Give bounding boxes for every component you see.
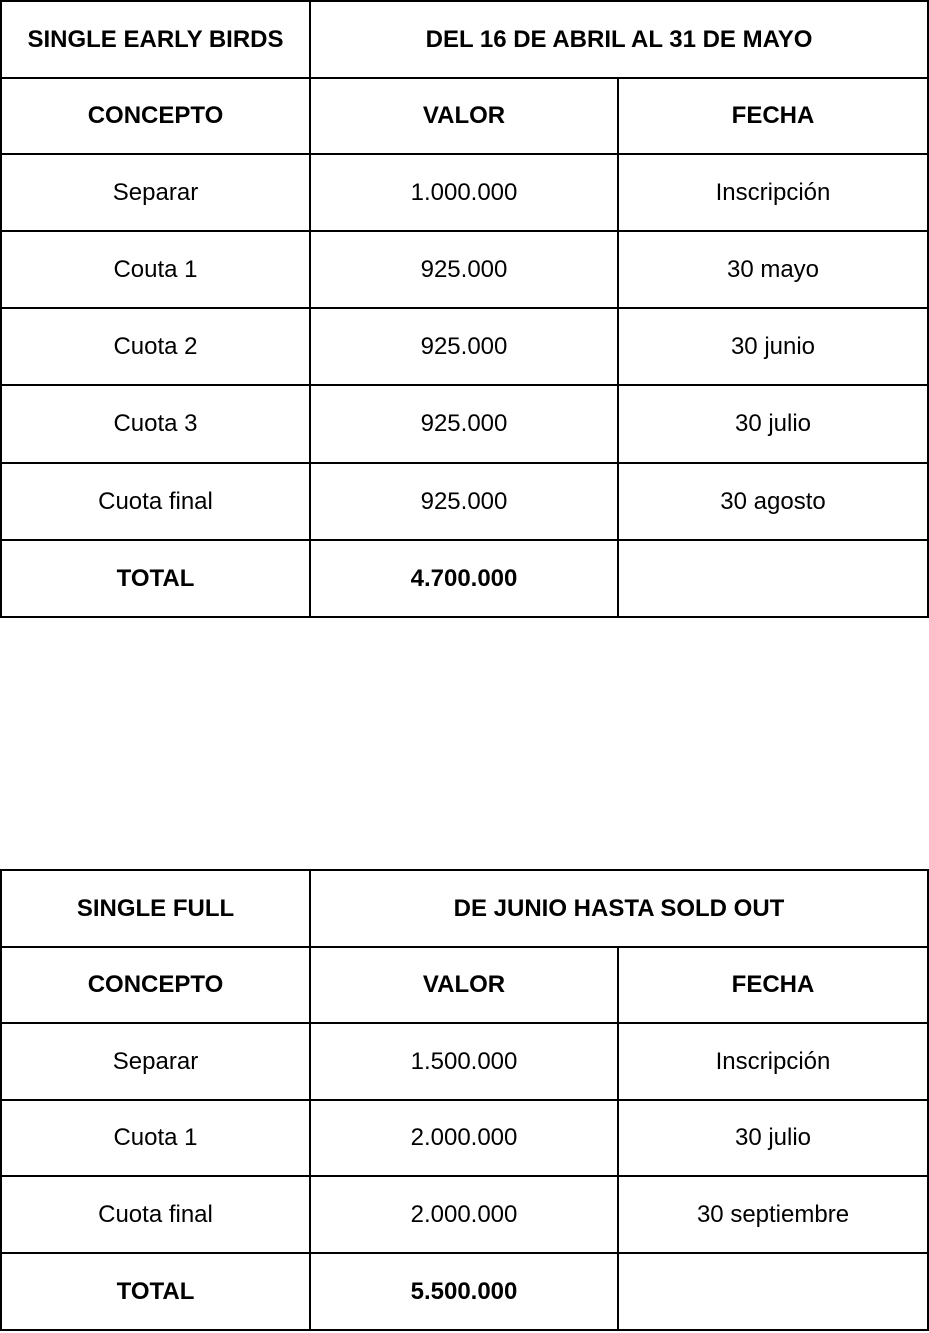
total-label: TOTAL: [1, 1253, 310, 1330]
header-valor: VALOR: [310, 947, 618, 1023]
table-title-row: [1, 870, 928, 947]
table-row: [1, 463, 928, 540]
table-row: [1, 308, 928, 385]
total-value: 5.500.000: [310, 1253, 618, 1330]
cell-valor: 925.000: [310, 231, 618, 308]
early-birds-table: [0, 0, 929, 618]
table-row: [1, 1023, 928, 1100]
cell-valor: 925.000: [310, 385, 618, 463]
table-row: [1, 1176, 928, 1253]
table-period: DEL 16 DE ABRIL AL 31 DE MAYO: [310, 1, 928, 78]
cell-valor: 1.500.000: [310, 1023, 618, 1100]
cell-fecha: Inscripción: [618, 154, 928, 231]
cell-concepto: Cuota 2: [1, 308, 310, 385]
table-title: SINGLE FULL: [1, 870, 310, 947]
table-title: SINGLE EARLY BIRDS: [1, 1, 310, 78]
total-value: 4.700.000: [310, 540, 618, 617]
table-title-row: [1, 1, 928, 78]
cell-concepto: Cuota final: [1, 463, 310, 540]
cell-fecha: 30 agosto: [618, 463, 928, 540]
cell-fecha: 30 junio: [618, 308, 928, 385]
table-header-row: [1, 947, 928, 1023]
header-valor: VALOR: [310, 78, 618, 154]
cell-concepto: Separar: [1, 1023, 310, 1100]
cell-fecha: 30 septiembre: [618, 1176, 928, 1253]
table-row: [1, 154, 928, 231]
header-fecha: FECHA: [618, 78, 928, 154]
table-row: [1, 1100, 928, 1176]
cell-concepto: Separar: [1, 154, 310, 231]
cell-valor: 2.000.000: [310, 1176, 618, 1253]
total-row: [1, 1253, 928, 1330]
cell-valor: 925.000: [310, 463, 618, 540]
cell-valor: 2.000.000: [310, 1100, 618, 1176]
header-concepto: CONCEPTO: [1, 947, 310, 1023]
cell-concepto: Cuota final: [1, 1176, 310, 1253]
total-label: TOTAL: [1, 540, 310, 617]
table-row: [1, 231, 928, 308]
cell-concepto: Cuota 3: [1, 385, 310, 463]
table-row: [1, 385, 928, 463]
header-fecha: FECHA: [618, 947, 928, 1023]
full-table: [0, 869, 929, 1331]
header-concepto: CONCEPTO: [1, 78, 310, 154]
total-empty-cell: [618, 540, 928, 617]
total-row: [1, 540, 928, 617]
cell-fecha: 30 mayo: [618, 231, 928, 308]
cell-fecha: 30 julio: [618, 385, 928, 463]
cell-fecha: 30 julio: [618, 1100, 928, 1176]
total-empty-cell: [618, 1253, 928, 1330]
cell-concepto: Couta 1: [1, 231, 310, 308]
table-period: DE JUNIO HASTA SOLD OUT: [310, 870, 928, 947]
table-header-row: [1, 78, 928, 154]
cell-fecha: Inscripción: [618, 1023, 928, 1100]
cell-valor: 1.000.000: [310, 154, 618, 231]
cell-valor: 925.000: [310, 308, 618, 385]
cell-concepto: Cuota 1: [1, 1100, 310, 1176]
